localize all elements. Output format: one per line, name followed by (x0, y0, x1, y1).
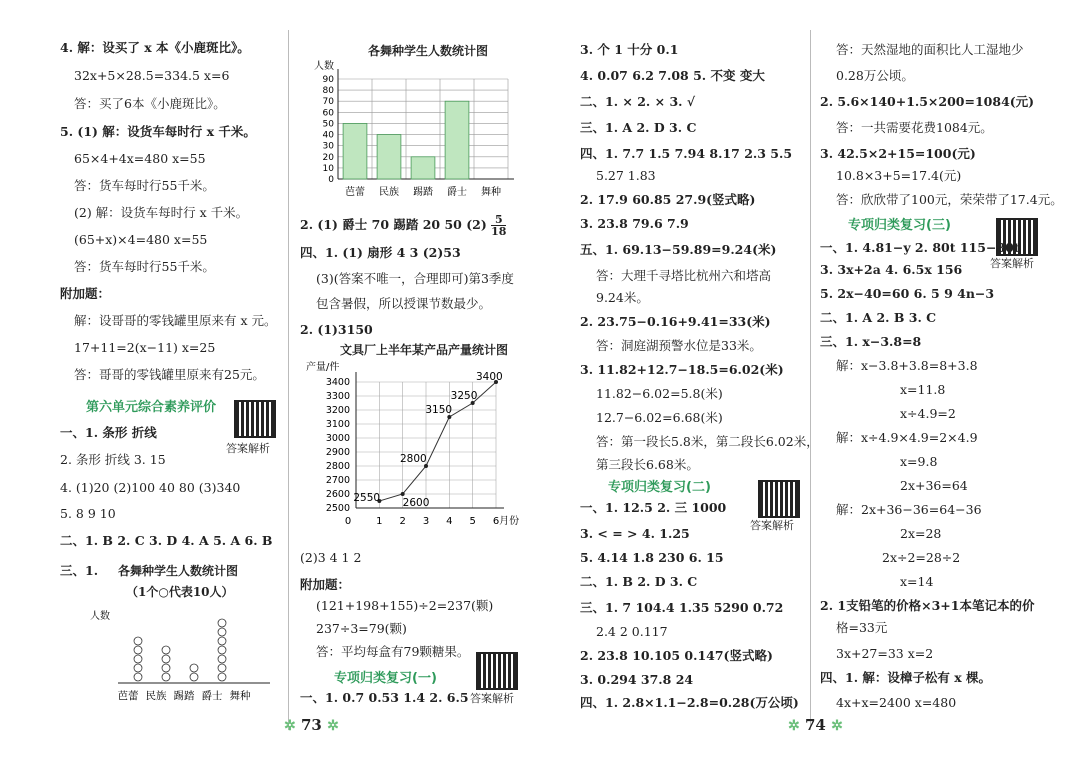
line-x-tick: 2 (399, 516, 406, 527)
col3-line: 专项归类复习(二) (608, 480, 711, 495)
line-data-label: 3400 (476, 371, 503, 383)
pictograph-circle (218, 637, 226, 645)
col3-line: 12.7−6.02=6.68(米) (596, 410, 723, 425)
line-data-label: 3250 (450, 390, 478, 402)
col4-line: 4x+x=2400 x=480 (836, 695, 957, 710)
qr-label: 答案解析 (990, 257, 1034, 270)
line-data-label: 3150 (425, 404, 453, 416)
c1-line: 答：哥哥的零钱罐里原来有25元。 (74, 367, 265, 382)
c1-line: 答：货车每时行55千米。 (74, 259, 215, 274)
c2-line: 四、1. (1) 扇形 4 3 (2)53 (300, 245, 461, 260)
c2-answer: 2. (1) 爵士 70 踢踏 20 50 (2) (300, 217, 487, 232)
c1-line: (65+x)×4=480 x=55 (74, 232, 208, 247)
bar-1 (377, 135, 401, 179)
c1-line: 32x+5×28.5=334.5 x=6 (74, 68, 230, 83)
col4-line: 2. 1支铅笔的价格×3+1本笔记本的价 (820, 598, 1035, 613)
c1-line: 4. (1)20 (2)100 40 80 (3)340 (60, 480, 241, 495)
col4-line: 2x+36=64 (900, 478, 968, 493)
c2-line: (3)(答案不唯一，合理即可)第3季度 (316, 271, 514, 286)
pictograph-title: 各舞种学生人数统计图 (118, 564, 239, 578)
col3-line: 4. 0.07 6.2 7.08 5. 不变 变大 (580, 68, 765, 83)
pictograph-circle (218, 628, 226, 636)
line-chart-title: 文具厂上半年某产品产量统计图 (340, 343, 509, 357)
bar-2 (411, 157, 435, 179)
qr-label: 答案解析 (750, 519, 794, 532)
col4-line: 10.8×3+5=17.4(元) (836, 168, 962, 183)
bar-chart-title: 各舞种学生人数统计图 (368, 44, 489, 58)
line-data-label: 2600 (402, 497, 430, 509)
c2-line: 答：平均每盒有79颗糖果。 (316, 644, 470, 659)
line-series (379, 382, 496, 501)
bar-3 (445, 101, 469, 179)
line-point-1 (401, 492, 405, 496)
col4-line: 答：天然湿地的面积比人工湿地少 (836, 42, 1024, 57)
col3-line: 3. < = > 4. 1.25 (580, 526, 690, 541)
col3-line: 5.27 1.83 (596, 168, 656, 183)
qr-label: 答案解析 (470, 692, 514, 705)
col3-line: 五、1. 69.13−59.89=9.24(米) (580, 242, 777, 257)
line-y-tick: 2600 (325, 489, 350, 500)
col4-line: x=11.8 (900, 382, 946, 397)
pictograph-circle (218, 619, 226, 627)
col4-line: 格=33元 (836, 620, 888, 635)
line-y-tick: 2900 (325, 447, 350, 458)
col4-line: 解：2x+36−36=64−36 (836, 502, 982, 517)
col4-line: 三、1. x−3.8=8 (820, 334, 922, 349)
col3-line: 答：大理千寻塔比杭州六和塔高 (596, 268, 772, 283)
line-x-tick: 5 (469, 516, 476, 527)
c1-line: 17+11=2(x−11) x=25 (74, 340, 216, 355)
col3-line: 二、1. B 2. D 3. C (580, 574, 698, 589)
col3-line: 二、1. × 2. × 3. √ (580, 94, 696, 109)
col3-line: 2. 17.9 60.85 27.9(竖式略) (580, 192, 756, 207)
column-divider (288, 30, 289, 730)
c2-line: 一、1. 0.7 0.53 1.4 2. 6.5 (300, 690, 469, 705)
bar-x-tick: 爵士 (447, 187, 467, 198)
col4-line: 2x÷2=28÷2 (882, 550, 961, 565)
bar-x-label: 舞种 (481, 187, 501, 198)
col3-line: 第三段长6.68米。 (596, 457, 699, 472)
bar-y-tick: 60 (322, 108, 334, 119)
column-divider (810, 30, 811, 730)
bar-x-tick: 踢踏 (413, 187, 433, 198)
c1-line: 附加题： (60, 286, 111, 301)
line-y-tick: 3100 (325, 419, 350, 430)
line-x-tick: 4 (446, 516, 453, 527)
pictograph-circle (162, 646, 170, 654)
col4-line: 四、1. 解：设樟子松有 x 棵。 (820, 670, 992, 685)
line-data-label: 2550 (353, 492, 381, 504)
col4-line: 答：欣欣带了100元，荣荣带了17.4元。 (836, 192, 1063, 207)
pictograph-circle (134, 646, 142, 654)
pictograph-category: 爵士 (201, 690, 223, 702)
c1-line: 答：货车每时行55千米。 (74, 178, 215, 193)
c2-line: 附加题： (300, 577, 351, 592)
c1-line: 二、1. B 2. C 3. D 4. A 5. A 6. B (60, 533, 273, 548)
page-number-right: ✲ 74 ✲ (788, 716, 843, 734)
pictograph-circle (134, 637, 142, 645)
c1-line: (2) 解：设货车每时行 x 千米。 (74, 205, 249, 220)
bar-y-tick: 80 (322, 86, 334, 97)
line-x-tick: 0 (344, 516, 352, 527)
bar-y-tick: 30 (322, 141, 334, 152)
c1-line: 5. (1) 解：设货车每时行 x 千米。 (60, 124, 256, 139)
bar-y-label: 人数 (314, 61, 334, 72)
bar-y-tick: 0 (328, 175, 334, 185)
pictograph (90, 605, 280, 705)
col4-line: 3x+27=33 x=2 (836, 646, 934, 661)
c1-line: 2. 条形 折线 3. 15 (60, 452, 166, 467)
pictograph-category: 民族 (145, 690, 167, 702)
col4-line: 3. 42.5×2+15=100(元) (820, 146, 976, 161)
bar-y-tick: 40 (322, 130, 334, 141)
col4-line: 0.28万公顷。 (836, 68, 914, 83)
col4-line: 答：一共需要花费1084元。 (836, 120, 993, 135)
bar-y-tick: 70 (322, 97, 334, 108)
fraction: $\frac{5}{18}$ (491, 213, 507, 238)
line-y-tick: 2700 (325, 475, 350, 486)
col4-line: 解：x÷4.9×4.9=2×4.9 (836, 430, 978, 445)
col3-line: 3. 23.8 79.6 7.9 (580, 216, 689, 231)
col4-line: 5. 2x−40=60 6. 5 9 4n−3 (820, 286, 995, 301)
col3-line: 2. 23.8 10.105 0.147(竖式略) (580, 648, 773, 663)
col3-line: 一、1. 12.5 2. 三 1000 (580, 500, 727, 515)
line-y-tick: 3000 (325, 433, 350, 444)
line-y-tick: 2500 (325, 503, 350, 514)
c1-line: 三、1. (60, 563, 99, 578)
col3-line: 3. 0.294 37.8 24 (580, 672, 694, 687)
line-x-tick: 6月份 (492, 516, 520, 527)
col3-line: 四、1. 7.7 1.5 7.94 8.17 2.3 5.5 (580, 146, 793, 161)
col4-line: x=14 (900, 574, 934, 589)
line-x-tick: 3 (422, 516, 430, 527)
c1-line: 答：买了6本《小鹿斑比》。 (74, 96, 226, 111)
qr-code-icon[interactable] (476, 652, 518, 690)
qr-code-icon[interactable] (758, 480, 800, 518)
pictograph-y-label: 人数 (90, 611, 110, 622)
pictograph-circle (218, 664, 226, 672)
bar-x-tick: 民族 (379, 187, 399, 198)
pictograph-circle (162, 673, 170, 681)
pictograph-circle (134, 664, 142, 672)
pictograph-circle (134, 673, 142, 681)
pictograph-subtitle: （1个○代表10人） (126, 585, 234, 599)
pictograph-circle (162, 655, 170, 663)
pictograph-circle (162, 664, 170, 672)
col4-line: 2. 5.6×140+1.5×200=1084(元) (820, 94, 1035, 109)
col4-line: 专项归类复习(三) (848, 218, 951, 233)
pictograph-category: 舞种 (229, 690, 251, 702)
c2-line: 237÷3=79(颗) (316, 621, 407, 636)
pictograph-circle (190, 664, 198, 672)
pictograph-category: 踢踏 (173, 690, 195, 702)
c1-line: 解：设哥哥的零钱罐里原来有 x 元。 (74, 313, 277, 328)
col3-line: 三、1. 7 104.4 1.35 5290 0.72 (580, 600, 784, 615)
col4-line: 二、1. A 2. B 3. C (820, 310, 937, 325)
col3-line: 3. 11.82+12.7−18.5=6.02(米) (580, 362, 784, 377)
col3-line: 5. 4.14 1.8 230 6. 15 (580, 550, 724, 565)
line-y-tick: 3300 (325, 391, 350, 402)
c1-line: 4. 解：设买了 x 本《小鹿斑比》。 (60, 40, 250, 55)
page-number-left: ✲ 73 ✲ (284, 716, 339, 734)
c2-line: (2)3 4 1 2 (300, 550, 362, 565)
col3-line: 2.4 2 0.117 (596, 624, 668, 639)
line-y-tick: 3400 (325, 377, 350, 388)
c2-line: 包含暑假，所以授课节数最少。 (316, 296, 492, 311)
col3-line: 3. 个 1 十分 0.1 (580, 42, 679, 57)
col4-line: 一、1. 4.81−y 2. 80t 115−80t (820, 240, 1020, 255)
col3-line: 四、1. 2.8×1.1−2.8=0.28(万公顷) (580, 695, 799, 710)
col3-line: 11.82−6.02=5.8(米) (596, 386, 723, 401)
bar-y-tick: 10 (322, 163, 334, 174)
col4-line: x÷4.9=2 (900, 406, 956, 421)
col3-line: 9.24米。 (596, 290, 649, 305)
pictograph-circle (218, 673, 226, 681)
c1-line: 一、1. 条形 折线 (60, 425, 157, 440)
pictograph-circle (190, 673, 198, 681)
bar-y-tick: 90 (322, 75, 334, 85)
col4-line: 2x=28 (900, 526, 942, 541)
qr-label: 答案解析 (226, 442, 270, 455)
col3-line: 三、1. A 2. D 3. C (580, 120, 697, 135)
pictograph-category: 芭蕾 (117, 690, 139, 702)
qr-code-icon[interactable] (234, 400, 276, 438)
col4-line: 3. 3x+2a 4. 6.5x 156 (820, 262, 963, 277)
bar-y-tick: 50 (322, 119, 334, 130)
col3-line: 2. 23.75−0.16+9.41=33(米) (580, 314, 771, 329)
pictograph-circle (218, 646, 226, 654)
line-y-tick: 2800 (325, 461, 350, 472)
bar-x-tick: 芭蕾 (345, 187, 365, 198)
line-x-tick: 1 (376, 516, 383, 527)
c2-line: (121+198+155)÷2=237(颗) (316, 598, 494, 613)
line-chart (300, 356, 530, 546)
c1-line: 5. 8 9 10 (60, 506, 116, 521)
c2-line: 2. (1)3150 (300, 322, 373, 337)
line-y-tick: 3200 (325, 405, 350, 416)
line-y-label: 产量/件 (306, 362, 340, 373)
col4-line: 解：x−3.8+3.8=8+3.8 (836, 358, 978, 373)
c1-line: 65×4+4x=480 x=55 (74, 151, 206, 166)
col4-line: x=9.8 (900, 454, 938, 469)
c2-line (300, 214, 506, 237)
section-title: 专项归类复习(一) (334, 671, 437, 686)
line-data-label: 2800 (400, 453, 427, 465)
col3-line: 答：第一段长5.8米，第二段长6.02米， (596, 434, 819, 449)
bar-chart (296, 55, 536, 205)
bar-0 (343, 123, 367, 179)
col3-line: 答：洞庭湖预警水位是33米。 (596, 338, 762, 353)
pictograph-circle (218, 655, 226, 663)
section-title: 第六单元综合素养评价 (86, 400, 217, 415)
pictograph-circle (134, 655, 142, 663)
bar-y-tick: 20 (322, 152, 334, 163)
